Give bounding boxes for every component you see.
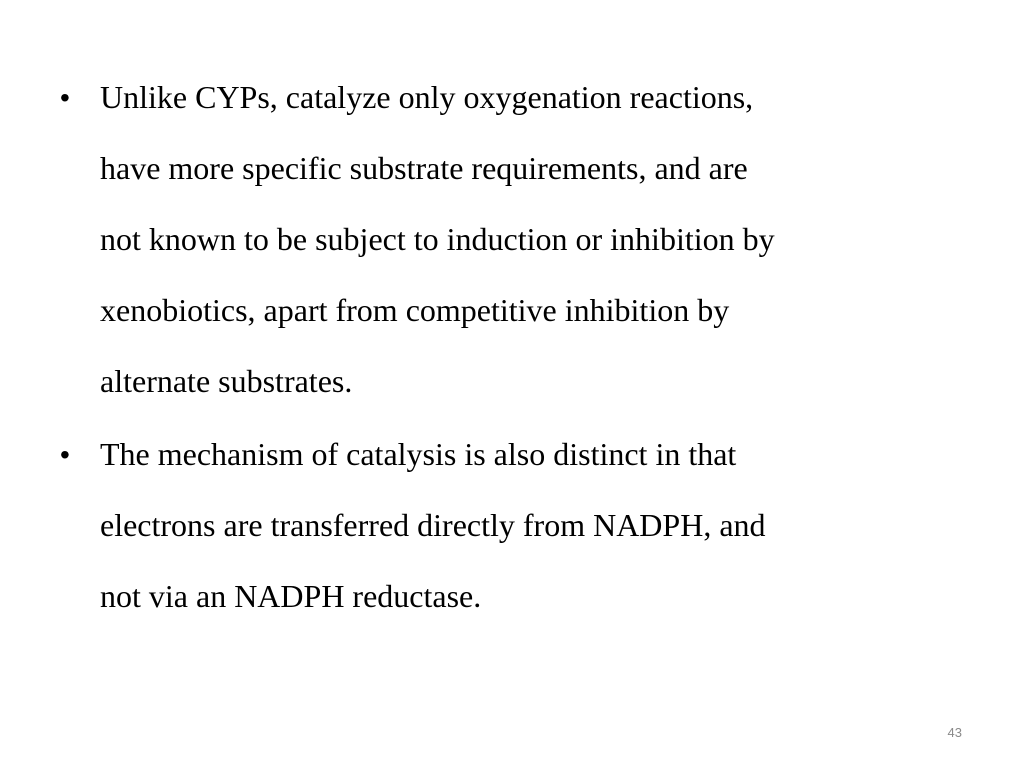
- bullet-line: The mechanism of catalysis is also distinct in that: [100, 436, 737, 472]
- slide-number: 43: [947, 725, 962, 740]
- bullet-line: electrons are transferred directly from NADPH, and: [100, 507, 766, 543]
- bullet-line: xenobiotics, apart from competitive inhibition by: [100, 292, 730, 328]
- bullet-icon: •: [60, 439, 70, 470]
- bullet-item: [56, 62, 966, 417]
- bullet-line: alternate substrates.: [100, 363, 353, 399]
- bullet-line: have more specific substrate requirements, and are: [100, 150, 748, 186]
- bullet-item: [56, 419, 966, 632]
- bullet-line: not via an NADPH reductase.: [100, 578, 482, 614]
- bullet-line: not known to be subject to induction or inhibition by: [100, 221, 775, 257]
- bullet-line: Unlike CYPs, catalyze only oxygenation reactions,: [100, 79, 754, 115]
- bullet-list: [56, 62, 966, 634]
- bullet-icon: •: [60, 82, 70, 113]
